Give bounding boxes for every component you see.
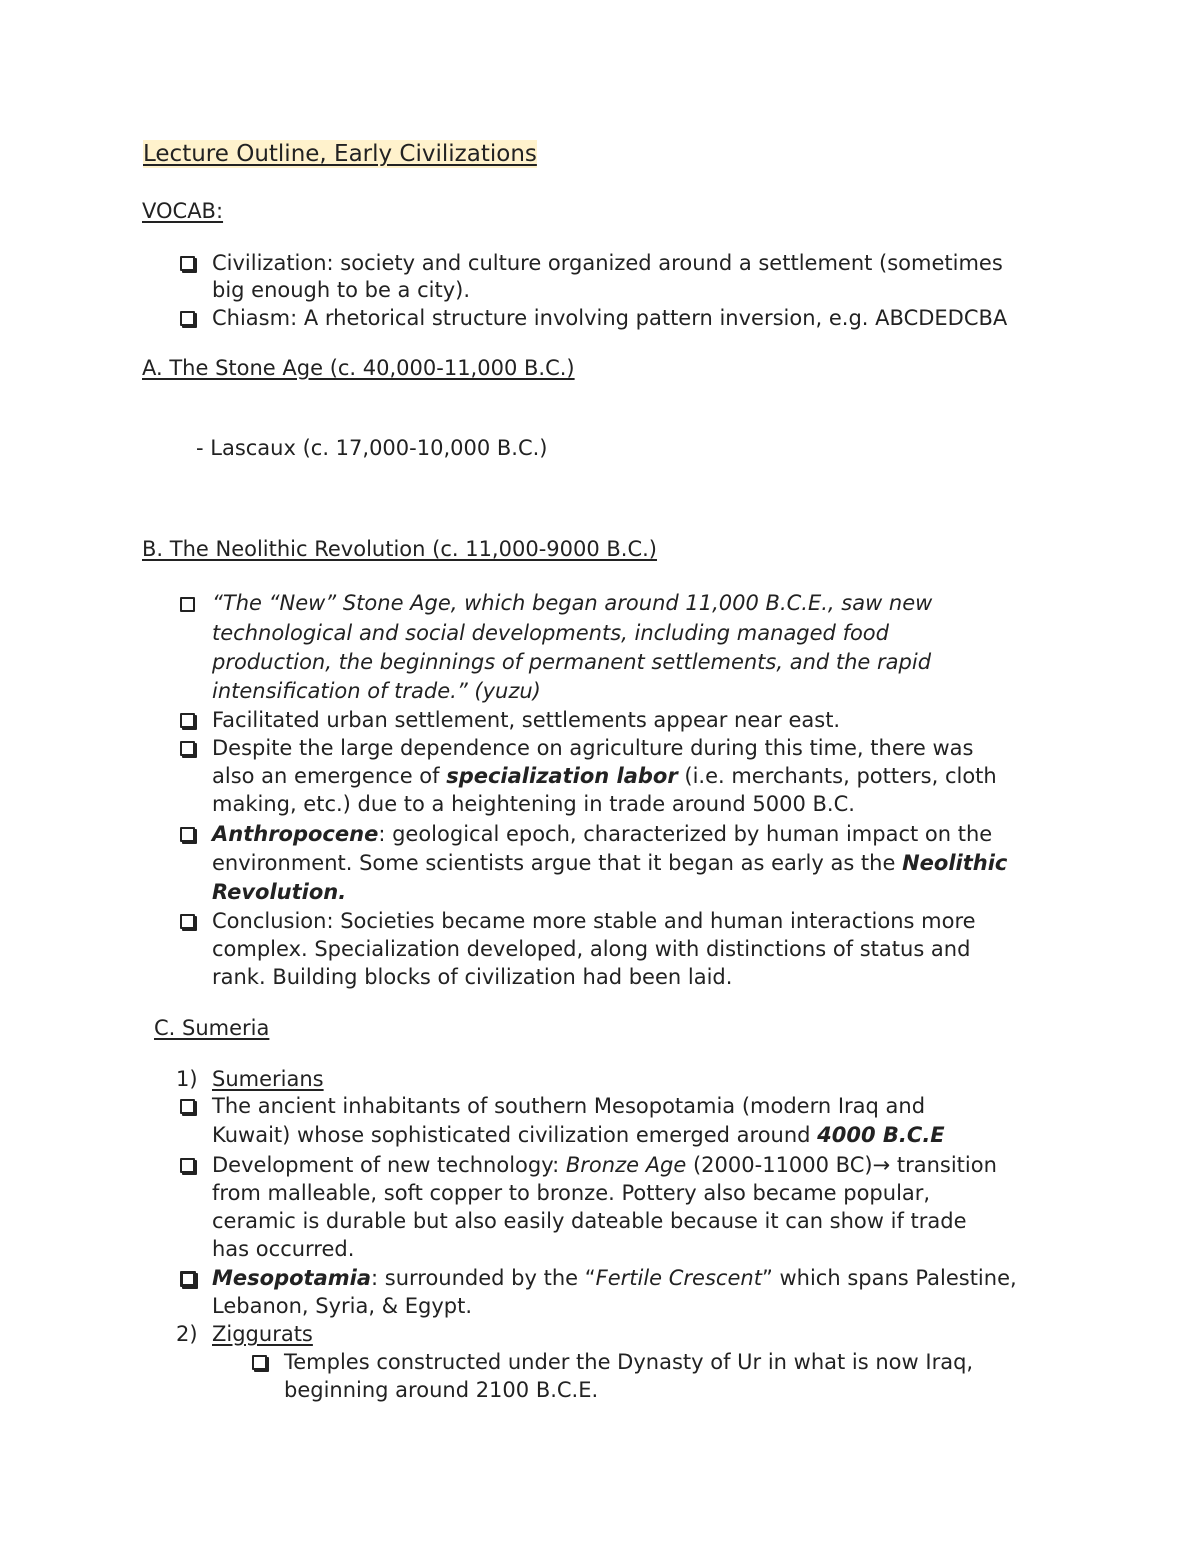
document-title: Lecture Outline, Early Civilizations (143, 141, 537, 167)
subsection-2-number: 2) (176, 1322, 198, 1346)
mesopotamia-line-2: Lebanon, Syria, & Egypt. (212, 1294, 473, 1318)
dependence-line-2: also an emergence of specialization labor (i.e. merchants, potters, cloth (212, 764, 997, 788)
lascaux-item: - Lascaux (c. 17,000-10,000 B.C.) (196, 436, 548, 460)
anthropocene-line-1: Anthropocene: geological epoch, characterized by human impact on the (212, 822, 993, 846)
technology-line-4: has occurred. (212, 1237, 355, 1261)
technology-line-2: from malleable, soft copper to bronze. Pottery also became popular, (212, 1181, 931, 1205)
checkbox-icon (180, 1099, 195, 1114)
conclusion-line-2: complex. Specialization developed, along with distinctions of status and (212, 937, 971, 961)
ziggurats-line-1: Temples constructed under the Dynasty of Ur in what is now Iraq, (284, 1350, 974, 1374)
anthropocene-line-3: Revolution. (212, 880, 347, 904)
technology-line-3: ceramic is durable but also easily dateable because it can show if trade (212, 1209, 967, 1233)
checkbox-icon (180, 256, 195, 271)
inhabitants-line-1: The ancient inhabitants of southern Mesopotamia (modern Iraq and (212, 1094, 926, 1118)
conclusion-line-1: Conclusion: Societies became more stable and human interactions more (212, 909, 976, 933)
anthropocene-term: Anthropocene (212, 822, 379, 846)
checkbox-icon (180, 741, 195, 756)
technology-line-1: Development of new technology: Bronze Age (2000-11000 BC)→ transition (212, 1153, 997, 1177)
checkbox-icon (180, 914, 195, 929)
ziggurats-line-2: beginning around 2100 B.C.E. (284, 1378, 599, 1402)
ziggurats-subheading: Ziggurats (212, 1322, 313, 1346)
conclusion-line-3: rank. Building blocks of civilization had been laid. (212, 965, 733, 989)
vocab-heading: VOCAB: (142, 199, 224, 223)
mesopotamia-term: Mesopotamia (212, 1266, 371, 1290)
checkbox-icon (180, 713, 195, 728)
specialization-labor-term: specialization labor (446, 764, 678, 788)
neolithic-quote-line-1: “The “New” Stone Age, which began around 11,000 B.C.E., saw new (212, 591, 933, 615)
section-c-heading: C. Sumeria (154, 1016, 270, 1040)
neolithic-quote-line-4: intensification of trade.” (yuzu) (212, 679, 541, 703)
dependence-line-3: making, etc.) due to a heightening in trade around 5000 B.C. (212, 792, 855, 816)
neolithic-quote-line-3: production, the beginnings of permanent settlements, and the rapid (212, 650, 932, 674)
checkbox-icon (180, 827, 195, 842)
checkbox-icon (252, 1355, 267, 1370)
checkbox-icon (180, 1271, 196, 1287)
civilization-definition-line-2: big enough to be a city). (212, 278, 471, 302)
checkbox-icon (180, 311, 195, 326)
civilization-definition-line-1: Civilization: society and culture organized around a settlement (sometimes (212, 251, 1003, 275)
inhabitants-line-2: Kuwait) whose sophisticated civilization emerged around 4000 B.C.E (212, 1123, 945, 1147)
checkbox-icon (180, 597, 195, 612)
chiasm-definition: Chiasm: A rhetorical structure involving pattern inversion, e.g. ABCDEDCBA (212, 306, 1008, 330)
section-a-heading: A. The Stone Age (c. 40,000-11,000 B.C.) (142, 356, 575, 380)
section-b-heading: B. The Neolithic Revolution (c. 11,000-9000 B.C.) (142, 537, 658, 561)
urban-settlement-item: Facilitated urban settlement, settlements appear near east. (212, 708, 841, 732)
subsection-1-number: 1) (176, 1067, 198, 1091)
sumerians-subheading: Sumerians (212, 1067, 324, 1091)
dependence-line-1: Despite the large dependence on agriculture during this time, there was (212, 736, 974, 760)
neolithic-quote-line-2: technological and social developments, including managed food (212, 621, 889, 645)
mesopotamia-line-1: Mesopotamia: surrounded by the “Fertile Crescent” which spans Palestine, (212, 1266, 1017, 1290)
checkbox-icon (180, 1158, 195, 1173)
anthropocene-line-2: environment. Some scientists argue that it began as early as the Neolithic (212, 851, 1008, 875)
